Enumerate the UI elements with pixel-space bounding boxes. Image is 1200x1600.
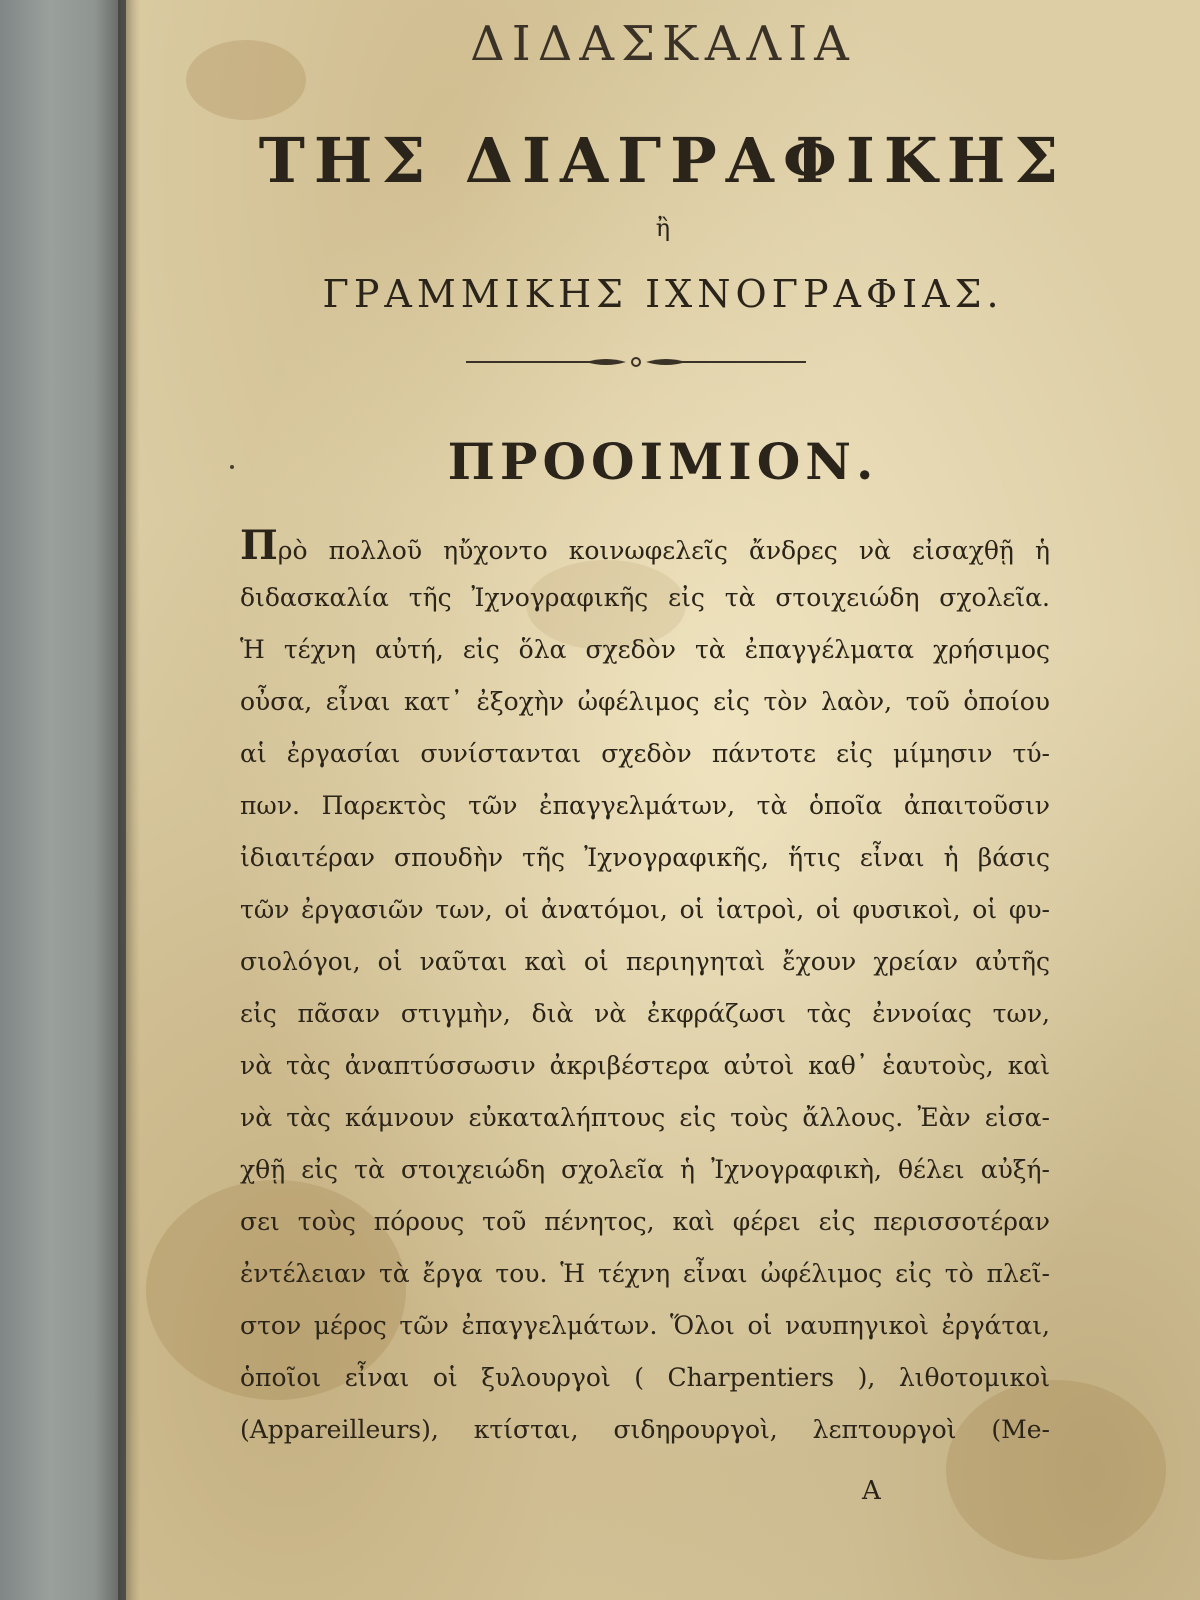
body-paragraph: [240, 520, 1050, 1456]
text-line: (Appareilleurs), κτίσται, σιδηρουργοὶ, λεπτουργοὶ (Me-: [240, 1415, 1050, 1444]
text-line-content: ρὸ πολλοῦ ηὔχοντο κοινωφελεῖς ἄνδρες νὰ εἰσαχθῇ ἡ: [277, 536, 1050, 565]
book-gutter-shadow: [118, 0, 140, 1600]
text-line: νὰ τὰς κάμνουν εὐκαταλήπτους εἰς τοὺς ἄλλους. Ἐὰν εἰσα-: [240, 1103, 1050, 1132]
book-page: [126, 0, 1200, 1600]
book-title-line-1: ΔΙΔΑΣΚΑΛΙΑ: [470, 16, 856, 72]
text-line: σει τοὺς πόρους τοῦ πένητος, καὶ φέρει εἰς περισσοτέραν: [240, 1207, 1050, 1236]
ornamental-rule: [466, 352, 806, 372]
text-line: στον μέρος τῶν ἐπαγγελμάτων. Ὅλοι οἱ ναυπηγικοὶ ἐργάται,: [240, 1311, 1050, 1340]
book-title-conjunction: ἢ: [655, 214, 671, 242]
text-line: ἰδιαιτέραν σπουδὴν τῆς Ἰχνογραφικῆς, ἥτις εἶναι ἡ βάσις: [240, 843, 1050, 872]
text-line: οὖσα, εἶναι κατ᾽ ἐξοχὴν ὠφέλιμος εἰς τὸν λαὸν, τοῦ ὁποίου: [240, 687, 1050, 716]
text-line: αἱ ἐργασίαι συνίστανται σχεδὸν πάντοτε εἰς μίμησιν τύ-: [240, 739, 1050, 768]
margin-mark: [230, 465, 234, 469]
text-line: νὰ τὰς ἀναπτύσσωσιν ἀκριβέστερα αὐτοὶ καθ᾽ ἑαυτοὺς, καὶ: [240, 1051, 1050, 1080]
text-line: τῶν ἐργασιῶν των, οἱ ἀνατόμοι, οἱ ἰατροὶ, οἱ φυσικοὶ, οἱ φυ-: [240, 895, 1050, 924]
drop-cap: Π: [240, 522, 278, 569]
section-heading: ΠΡΟΟΙΜΙΟΝ.: [447, 432, 879, 491]
page-signature-mark: A: [862, 1476, 881, 1506]
text-line: εἰς πᾶσαν στιγμὴν, διὰ νὰ ἐκφράζωσι τὰς ἐννοίας των,: [240, 999, 1050, 1028]
text-line: χθῇ εἰς τὰ στοιχειώδη σχολεῖα ἡ Ἰχνογραφικὴ, θέλει αὐξή-: [240, 1155, 1050, 1184]
text-line: διδασκαλία τῆς Ἰχνογραφικῆς εἰς τὰ στοιχειώδη σχολεῖα.: [240, 583, 1050, 612]
text-line: πων. Παρεκτὸς τῶν ἐπαγγελμάτων, τὰ ὁποῖα ἀπαιτοῦσιν: [240, 791, 1050, 820]
text-line: Ἡ τέχνη αὐτή, εἰς ὅλα σχεδὸν τὰ ἐπαγγέλματα χρήσιμος: [240, 635, 1050, 664]
book-title-line-3: ΓΡΑΜΜΙΚΗΣ ΙΧΝΟΓΡΑΦΙΑΣ.: [322, 272, 1004, 316]
book-title-line-2: ΤΗΣ ΔΙΑΓΡΑΦΙΚΗΣ: [258, 124, 1068, 197]
facing-page-edge: [0, 0, 126, 1600]
text-line: ἐντέλειαν τὰ ἔργα του. Ἡ τέχνη εἶναι ὠφέλιμος εἰς τὸ πλεῖ-: [240, 1259, 1050, 1288]
text-line: ὁποῖοι εἶναι οἱ ξυλουργοὶ ( Charpentiers ), λιθοτομικοὶ: [240, 1363, 1050, 1392]
text-line: [240, 520, 1050, 572]
text-line: σιολόγοι, οἱ ναῦται καὶ οἱ περιηγηταὶ ἔχουν χρείαν αὐτῆς: [240, 947, 1050, 976]
